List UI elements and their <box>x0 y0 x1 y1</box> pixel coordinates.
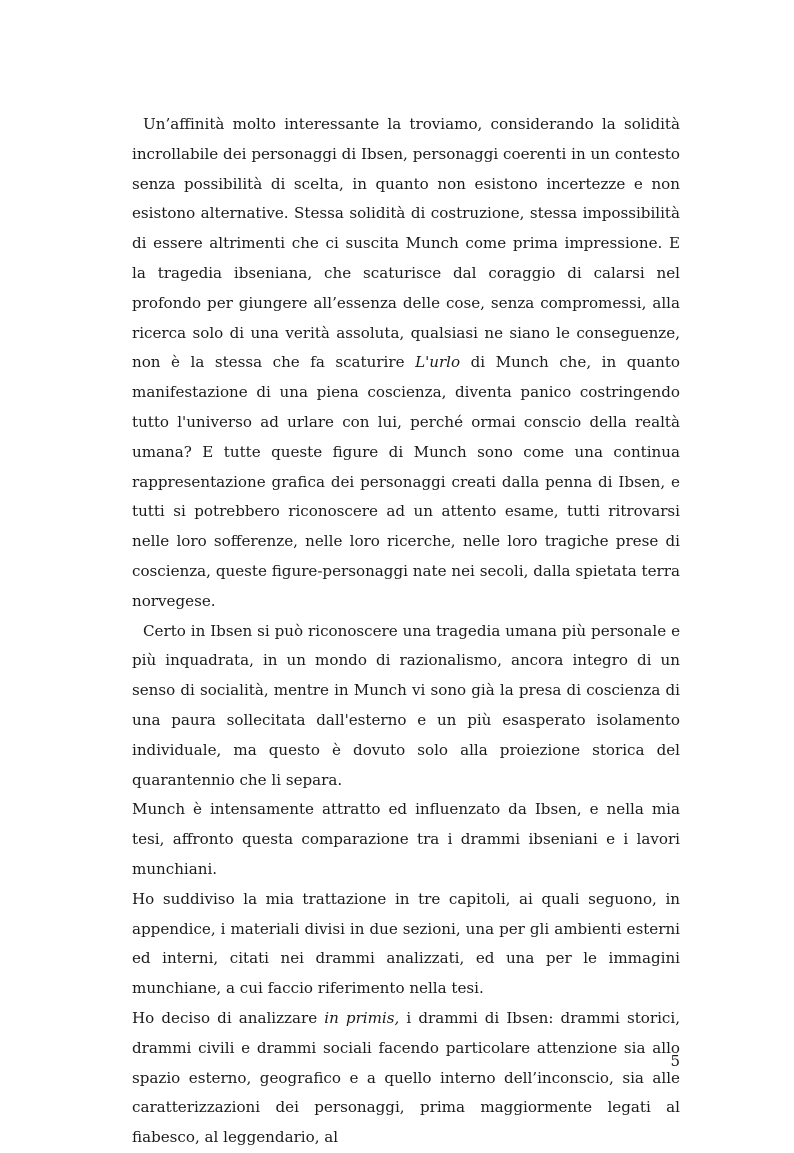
paragraph-2: Certo in Ibsen si può riconoscere una tragedia umana più personale e più inquadrata, in un mondo di razionalismo, ancora integro di un senso di socialità, mentre in Munch vi sono già la presa di coscienza di una paura sollecitata dall'esterno e un più esasperato isolamento individuale, ma questo è dovuto solo alla proiezione storica del quarantennio che li separa. <box>132 621 680 789</box>
paragraph-1-text-b: di Munch che, in quanto manifestazione di una piena coscienza, diventa panico costringendo tutto l'universo ad urlare con lui, perché ormai conscio della realtà umana? E tutte queste figure di Munch sono come una continua rappresentazione grafica dei personaggi creati dalla penna di Ibsen, e tutti si potrebbero riconoscere ad un attento esame, tutti ritrovarsi nelle loro sofferenze, nelle loro ricerche, nelle loro tragiche prese di coscienza, queste figure-personaggi nate nei secoli, dalla spietata terra norvegese. <box>132 353 680 610</box>
page-number: 5 <box>670 1052 680 1070</box>
paragraph-5-text-b: i drammi di Ibsen: drammi storici, drammi civili e drammi sociali facendo particolare attenzione sia allo spazio esterno, geografico e a quello interno dell’inconscio, sia alle caratterizzazioni dei personaggi, prima maggiormente legati al fiabesco, al leggendario, al <box>132 1008 680 1147</box>
paragraph-5 <box>132 1004 680 1153</box>
paragraph-1 <box>132 110 680 617</box>
artwork-title-l-urlo: L'urlo <box>415 353 461 372</box>
paragraph-1-text-a: Un’affinità molto interessante la troviamo, considerando la solidità incrollabile dei personaggi di Ibsen, personaggi coerenti in un contesto senza possibilità di scelta, in quanto non esistono incertezze e non esistono alternative. Stessa solidità di costruzione, stessa impossibilità di essere altrimenti che ci suscita Munch come prima impressione. E la tragedia ibseniana, che scaturisce dal coraggio di calarsi nel profondo per giungere all’essenza delle cose, senza compromessi, alla ricerca solo di una verità assoluta, qualsiasi ne siano le conseguenze, non è la stessa che fa scaturire <box>132 115 680 372</box>
latin-phrase-in-primis: in primis, <box>324 1008 400 1027</box>
paragraph-5-text-a: Ho deciso di analizzare <box>132 1008 325 1027</box>
body-text <box>132 110 680 1153</box>
paragraph-3: Munch è intensamente attratto ed influenzato da Ibsen, e nella mia tesi, affronto questa comparazione tra i drammi ibseniani e i lavori munchiani. <box>132 800 680 878</box>
paragraph-4: Ho suddiviso la mia trattazione in tre capitoli, ai quali seguono, in appendice, i materiali divisi in due sezioni, una per gli ambienti esterni ed interni, citati nei drammi analizzati, ed una per le immagini munchiane, a cui faccio riferimento nella tesi. <box>132 889 680 998</box>
